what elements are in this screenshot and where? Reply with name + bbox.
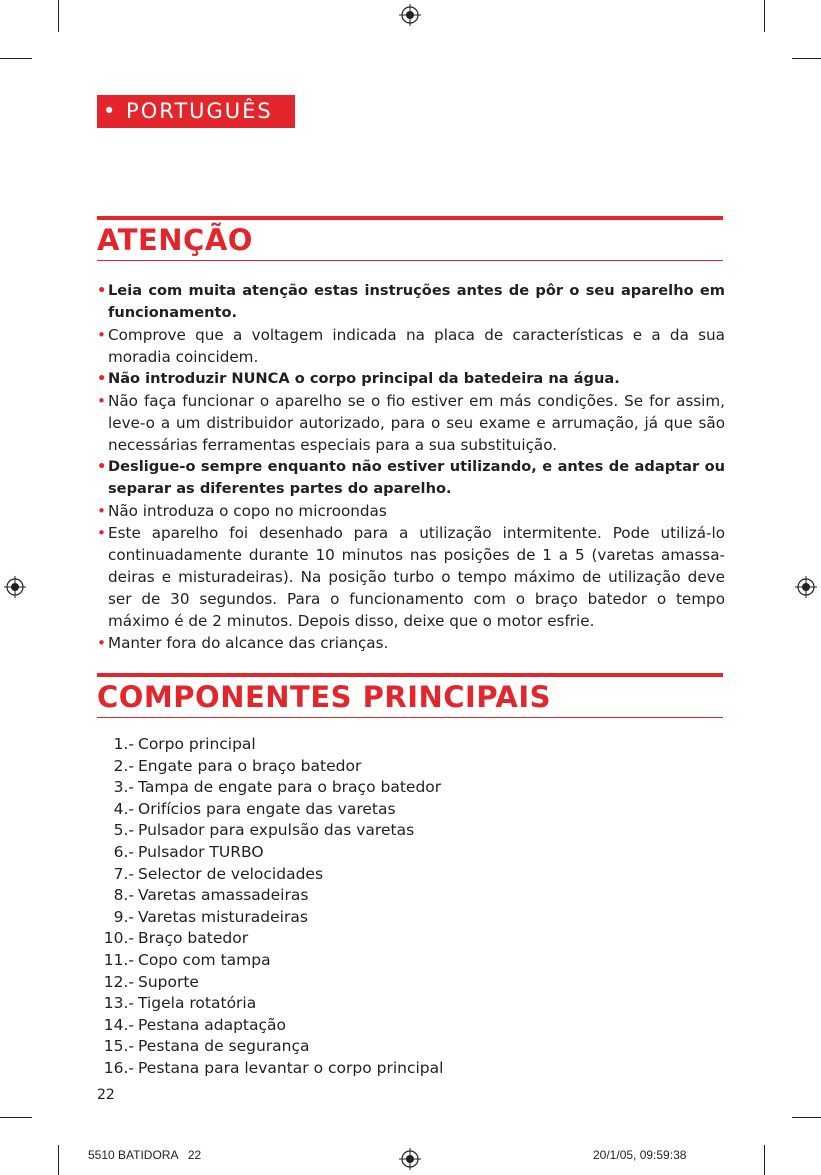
bullet-icon: •: [97, 392, 106, 410]
language-badge: • PORTUGUÊS: [97, 95, 295, 128]
attention-item-text: Este aparelho foi desenhado para a utilização intermitente. Pode utilizá-lo continuadamente durante 10 minutos nas posições de 1 a 5 (varetas amassa-deiras e misturadeiras). Na posição turbo o tempo máximo de utilização deve ser de 30 segundos. Para o funcionamento com o braço batedor o tempo máximo é de 2 minutos. Depois disso, deixe que o motor esfrie.: [108, 524, 725, 630]
crop-mark-bottom-left-h: [0, 1117, 32, 1118]
component-item: [88, 756, 443, 778]
component-name: Suporte: [138, 972, 199, 991]
components-rule-bottom: [97, 717, 723, 718]
component-number: 16.-: [103, 1058, 134, 1077]
page-number: 22: [97, 1087, 115, 1103]
attention-item-text: Manter fora do alcance das crianças.: [108, 634, 389, 652]
component-item: [88, 972, 443, 994]
attention-item: [97, 390, 725, 456]
components-heading: COMPONENTES PRINCIPAIS: [97, 680, 552, 714]
component-item: [88, 1058, 443, 1080]
bullet-icon: •: [97, 502, 106, 520]
component-item: [88, 928, 443, 950]
component-number: 11.-: [103, 950, 134, 969]
bullet-icon: •: [97, 458, 107, 475]
attention-rule-bottom: [97, 260, 723, 261]
attention-rule-top: [97, 216, 723, 220]
attention-item-text: Comprove que a voltagem indicada na placa de características e a da sua moradia coincidem.: [108, 326, 725, 366]
attention-heading: ATENÇÃO: [97, 223, 253, 257]
component-number: 3.-: [113, 778, 134, 797]
bullet-icon: •: [97, 370, 107, 387]
component-name: Pestana de segurança: [138, 1037, 310, 1056]
component-number: 6.-: [113, 842, 134, 861]
component-number: 7.-: [113, 864, 134, 883]
registration-mark-top-icon: [399, 4, 421, 26]
component-name: Pulsador TURBO: [138, 842, 264, 861]
attention-item: [97, 522, 725, 632]
crop-mark-bottom-right-v: [764, 1145, 765, 1175]
component-name: Varetas misturadeiras: [138, 907, 308, 926]
component-name: Braço batedor: [138, 929, 249, 948]
component-name: Selector de velocidades: [138, 864, 324, 883]
component-number: 13.-: [103, 994, 134, 1013]
crop-mark-bottom-left-v: [58, 1145, 59, 1175]
attention-item-text: Desligue-o sempre enquanto não estiver utilizando, e antes de adaptar ou separar as diferentes partes do aparelho.: [108, 458, 725, 497]
component-item: [88, 777, 443, 799]
component-item: [88, 993, 443, 1015]
component-number: 5.-: [113, 821, 134, 840]
attention-item-text: Não introduza o copo no microondas: [108, 502, 387, 520]
component-name: Copo com tampa: [138, 950, 271, 969]
attention-item: [97, 324, 725, 368]
components-rule-top: [97, 673, 723, 677]
component-item: [88, 950, 443, 972]
footer-file-label: 5510 BATIDORA 22: [88, 1148, 202, 1162]
component-number: 1.-: [113, 735, 134, 753]
bullet-icon: •: [97, 282, 107, 299]
bullet-icon: •: [97, 524, 106, 542]
component-name: Pestana para levantar o corpo principal: [138, 1058, 444, 1077]
attention-item: [97, 632, 725, 654]
component-name: Tampa de engate para o braço batedor: [138, 778, 442, 797]
attention-item-text: Não faça funcionar o aparelho se o fio estiver em más condições. Se for assim, leve-o a um distribuidor autorizado, para o seu exame e arrumação, já que são necessárias ferramentas especiais para a sua substituição.: [108, 392, 725, 454]
bullet-icon: •: [97, 634, 106, 652]
component-number: 4.-: [113, 799, 134, 818]
component-number: 15.-: [103, 1037, 134, 1056]
component-number: 12.-: [103, 972, 134, 991]
crop-mark-top-right-h: [792, 58, 821, 59]
component-number: 9.-: [113, 907, 134, 926]
component-item: [88, 907, 443, 929]
component-name: Orifícios para engate das varetas: [138, 799, 396, 818]
attention-item: [97, 500, 725, 522]
attention-item: [97, 280, 725, 324]
bullet-icon: •: [97, 326, 106, 344]
component-name: Engate para o braço batedor: [138, 756, 362, 775]
attention-item-text: Leia com muita atenção estas instruções antes de pôr o seu aparelho em funcionamento.: [108, 282, 725, 321]
component-item: [88, 864, 443, 886]
component-name: Corpo principal: [138, 735, 256, 753]
registration-mark-bottom-icon: [399, 1148, 421, 1170]
component-number: 10.-: [103, 929, 134, 948]
attention-item: [97, 456, 725, 500]
component-number: 8.-: [113, 886, 134, 905]
crop-mark-top-left-v: [58, 0, 59, 32]
registration-mark-right-icon: [795, 576, 817, 598]
component-name: Pestana adaptação: [138, 1015, 286, 1034]
component-number: 2.-: [113, 756, 134, 775]
crop-mark-top-right-v: [764, 0, 765, 32]
component-number: 14.-: [103, 1015, 134, 1034]
attention-list: [97, 280, 725, 654]
components-list: [88, 734, 443, 1080]
component-item: [88, 1015, 443, 1037]
crop-mark-top-left-h: [0, 58, 32, 59]
component-name: Pulsador para expulsão das varetas: [138, 821, 415, 840]
attention-item-text: Não introduzir NUNCA o corpo principal da batedeira na água.: [108, 370, 620, 387]
component-item: [88, 820, 443, 842]
component-item: [88, 799, 443, 821]
component-item: [88, 885, 443, 907]
component-item: [88, 734, 443, 756]
crop-mark-bottom-right-h: [792, 1117, 821, 1118]
registration-mark-left-icon: [4, 576, 26, 598]
component-name: Tigela rotatória: [138, 994, 257, 1013]
component-item: [88, 1036, 443, 1058]
footer-timestamp: 20/1/05, 09:59:38: [593, 1148, 687, 1162]
component-item: [88, 842, 443, 864]
attention-item: [97, 368, 725, 390]
component-name: Varetas amassadeiras: [138, 886, 309, 905]
